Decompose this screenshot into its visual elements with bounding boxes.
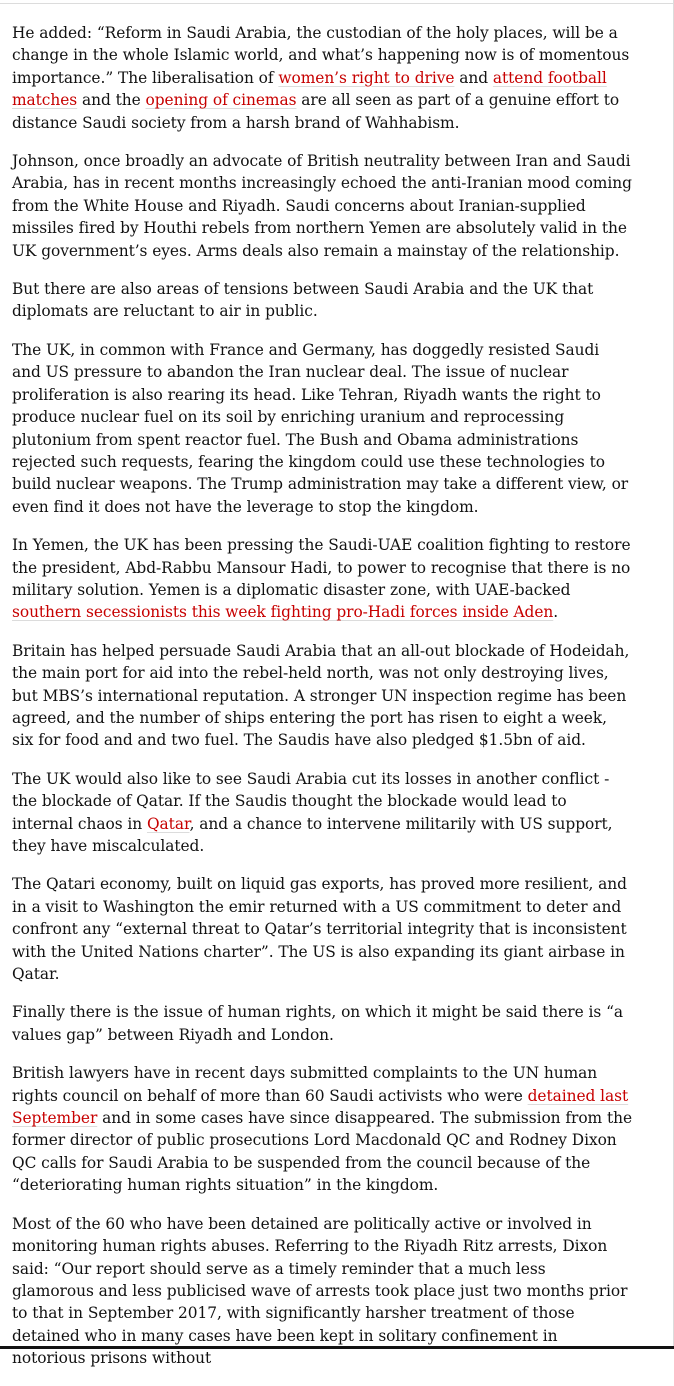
paragraph-text: The UK, in common with France and Germany, has doggedly resisted Saudi and US pressure to abandon the Iran nuclear deal. The issue of nuclear proliferation is also rearing its head. Like Tehran, Riyadh wants the right to produce nuclear fuel on its soil by enriching uranium and reprocessing plutonium from spent reactor fuel. The Bush and Obama administrations rejected such requests, fearing the kingdom could use these technologies to build nuclear weapons. The Trump administration may take a different view, or even find it does not have the leverage to stop the kingdom. (12, 340, 629, 516)
article-paragraph (12, 339, 632, 518)
article-paragraph (12, 534, 632, 624)
article-paragraph (12, 1062, 632, 1196)
paragraph-text: In Yemen, the UK has been pressing the Saudi-UAE coalition fighting to restore the president, Abd-Rabbu Mansour Hadi, to power to recognise that there is no military solution. Yemen is a diplomatic disaster zone, with UAE-backed (12, 536, 631, 599)
top-divider (0, 3, 674, 4)
article-paragraph (12, 278, 632, 323)
paragraph-text: and in some cases have since disappeared. The submission from the former director of public prosecutions Lord Macdonald QC and Rodney Dixon QC calls for Saudi Arabia to be suspended from the council because of the “deteriorating human rights situation” in the kingdom. (12, 1109, 632, 1195)
paragraph-text: Britain has helped persuade Saudi Arabia that an all-out blockade of Hodeidah, the main port for aid into the rebel-held north, was not only destroying lives, but MBS’s international reputation. A stronger UN inspection regime has been agreed, and the number of ships entering the port has risen to eight a week, six for food and and two fuel. The Saudis have also pledged $1.5bn of aid. (12, 641, 630, 750)
paragraph-text: and (454, 68, 493, 87)
paragraph-text: British lawyers have in recent days submitted complaints to the UN human rights council on behalf of more than 60 Saudi activists who were (12, 1064, 598, 1105)
inline-link[interactable]: women’s right to drive (278, 68, 455, 87)
paragraph-text: and the (77, 91, 146, 110)
paragraph-text: Johnson, once broadly an advocate of British neutrality between Iran and Saudi Arabia, has in recent months increasingly echoed the anti-Iranian mood coming from the White House and Riyadh. Saudi concerns about Iranian-supplied missiles fired by Houthi rebels from northern Yemen are absolutely valid in the UK government’s eyes. Arms deals also remain a mainstay of the relationship. (12, 152, 632, 260)
article-body (12, 22, 632, 1386)
paragraph-text: The Qatari economy, built on liquid gas exports, has proved more resilient, and in a visit to Washington the emir returned with a US commitment to deter and confront any “external threat to Qatar’s territorial integrity that is inconsistent with the United Nations charter”. The US is also expanding its giant airbase in Qatar. (12, 875, 627, 984)
paragraph-text: The UK would also like to see Saudi Arabia cut its losses in another conflict - the blockade of Qatar. If the Saudis thought the blockade would lead to internal chaos in (12, 769, 610, 833)
paragraph-text: Finally there is the issue of human rights, on which it might be said there is “a values gap” between Riyadh and London. (12, 1003, 624, 1044)
paragraph-text: Most of the 60 who have been detained are politically active or involved in monitoring human rights abuses. Referring to the Riyadh Ritz arrests, Dixon said: “Our report should serve as a timely reminder that a much less glamorous and less publicised wave of arrests took place just two months prior to that in September 2017, with significantly harsher treatment of those detained who in many cases have been kept in solitary confinement in notorious prisons without (12, 1214, 628, 1368)
inline-link[interactable]: attend football matches (12, 68, 607, 110)
article-paragraph (12, 640, 632, 752)
article-paragraph (12, 150, 632, 262)
paragraph-text: , and a chance to intervene militarily with US support, they have miscalculated. (12, 814, 613, 855)
paragraph-text: He added: “Reform in Saudi Arabia, the custodian of the holy places, will be a change in the whole Islamic world, and what’s happening now is of momentous importance.” The liberalisation of (12, 24, 630, 87)
inline-link[interactable]: southern secessionists this week fighting pro-Hadi forces inside Aden (12, 603, 554, 622)
inline-link[interactable]: Qatar (146, 814, 190, 833)
article-paragraph (12, 768, 632, 858)
paragraph-text: But there are also areas of tensions between Saudi Arabia and the UK that diplomats are reluctant to air in public. (12, 280, 594, 321)
inline-link[interactable]: detained last September (12, 1086, 629, 1128)
article-paragraph (12, 22, 632, 134)
inline-link[interactable]: opening of cinemas (145, 91, 297, 110)
article-paragraph (12, 873, 632, 985)
article-paragraph (12, 1001, 632, 1046)
paragraph-text: are all seen as part of a genuine effort to distance Saudi society from a harsh brand of Wahhabism. (12, 91, 620, 132)
paragraph-text: . (553, 603, 559, 622)
